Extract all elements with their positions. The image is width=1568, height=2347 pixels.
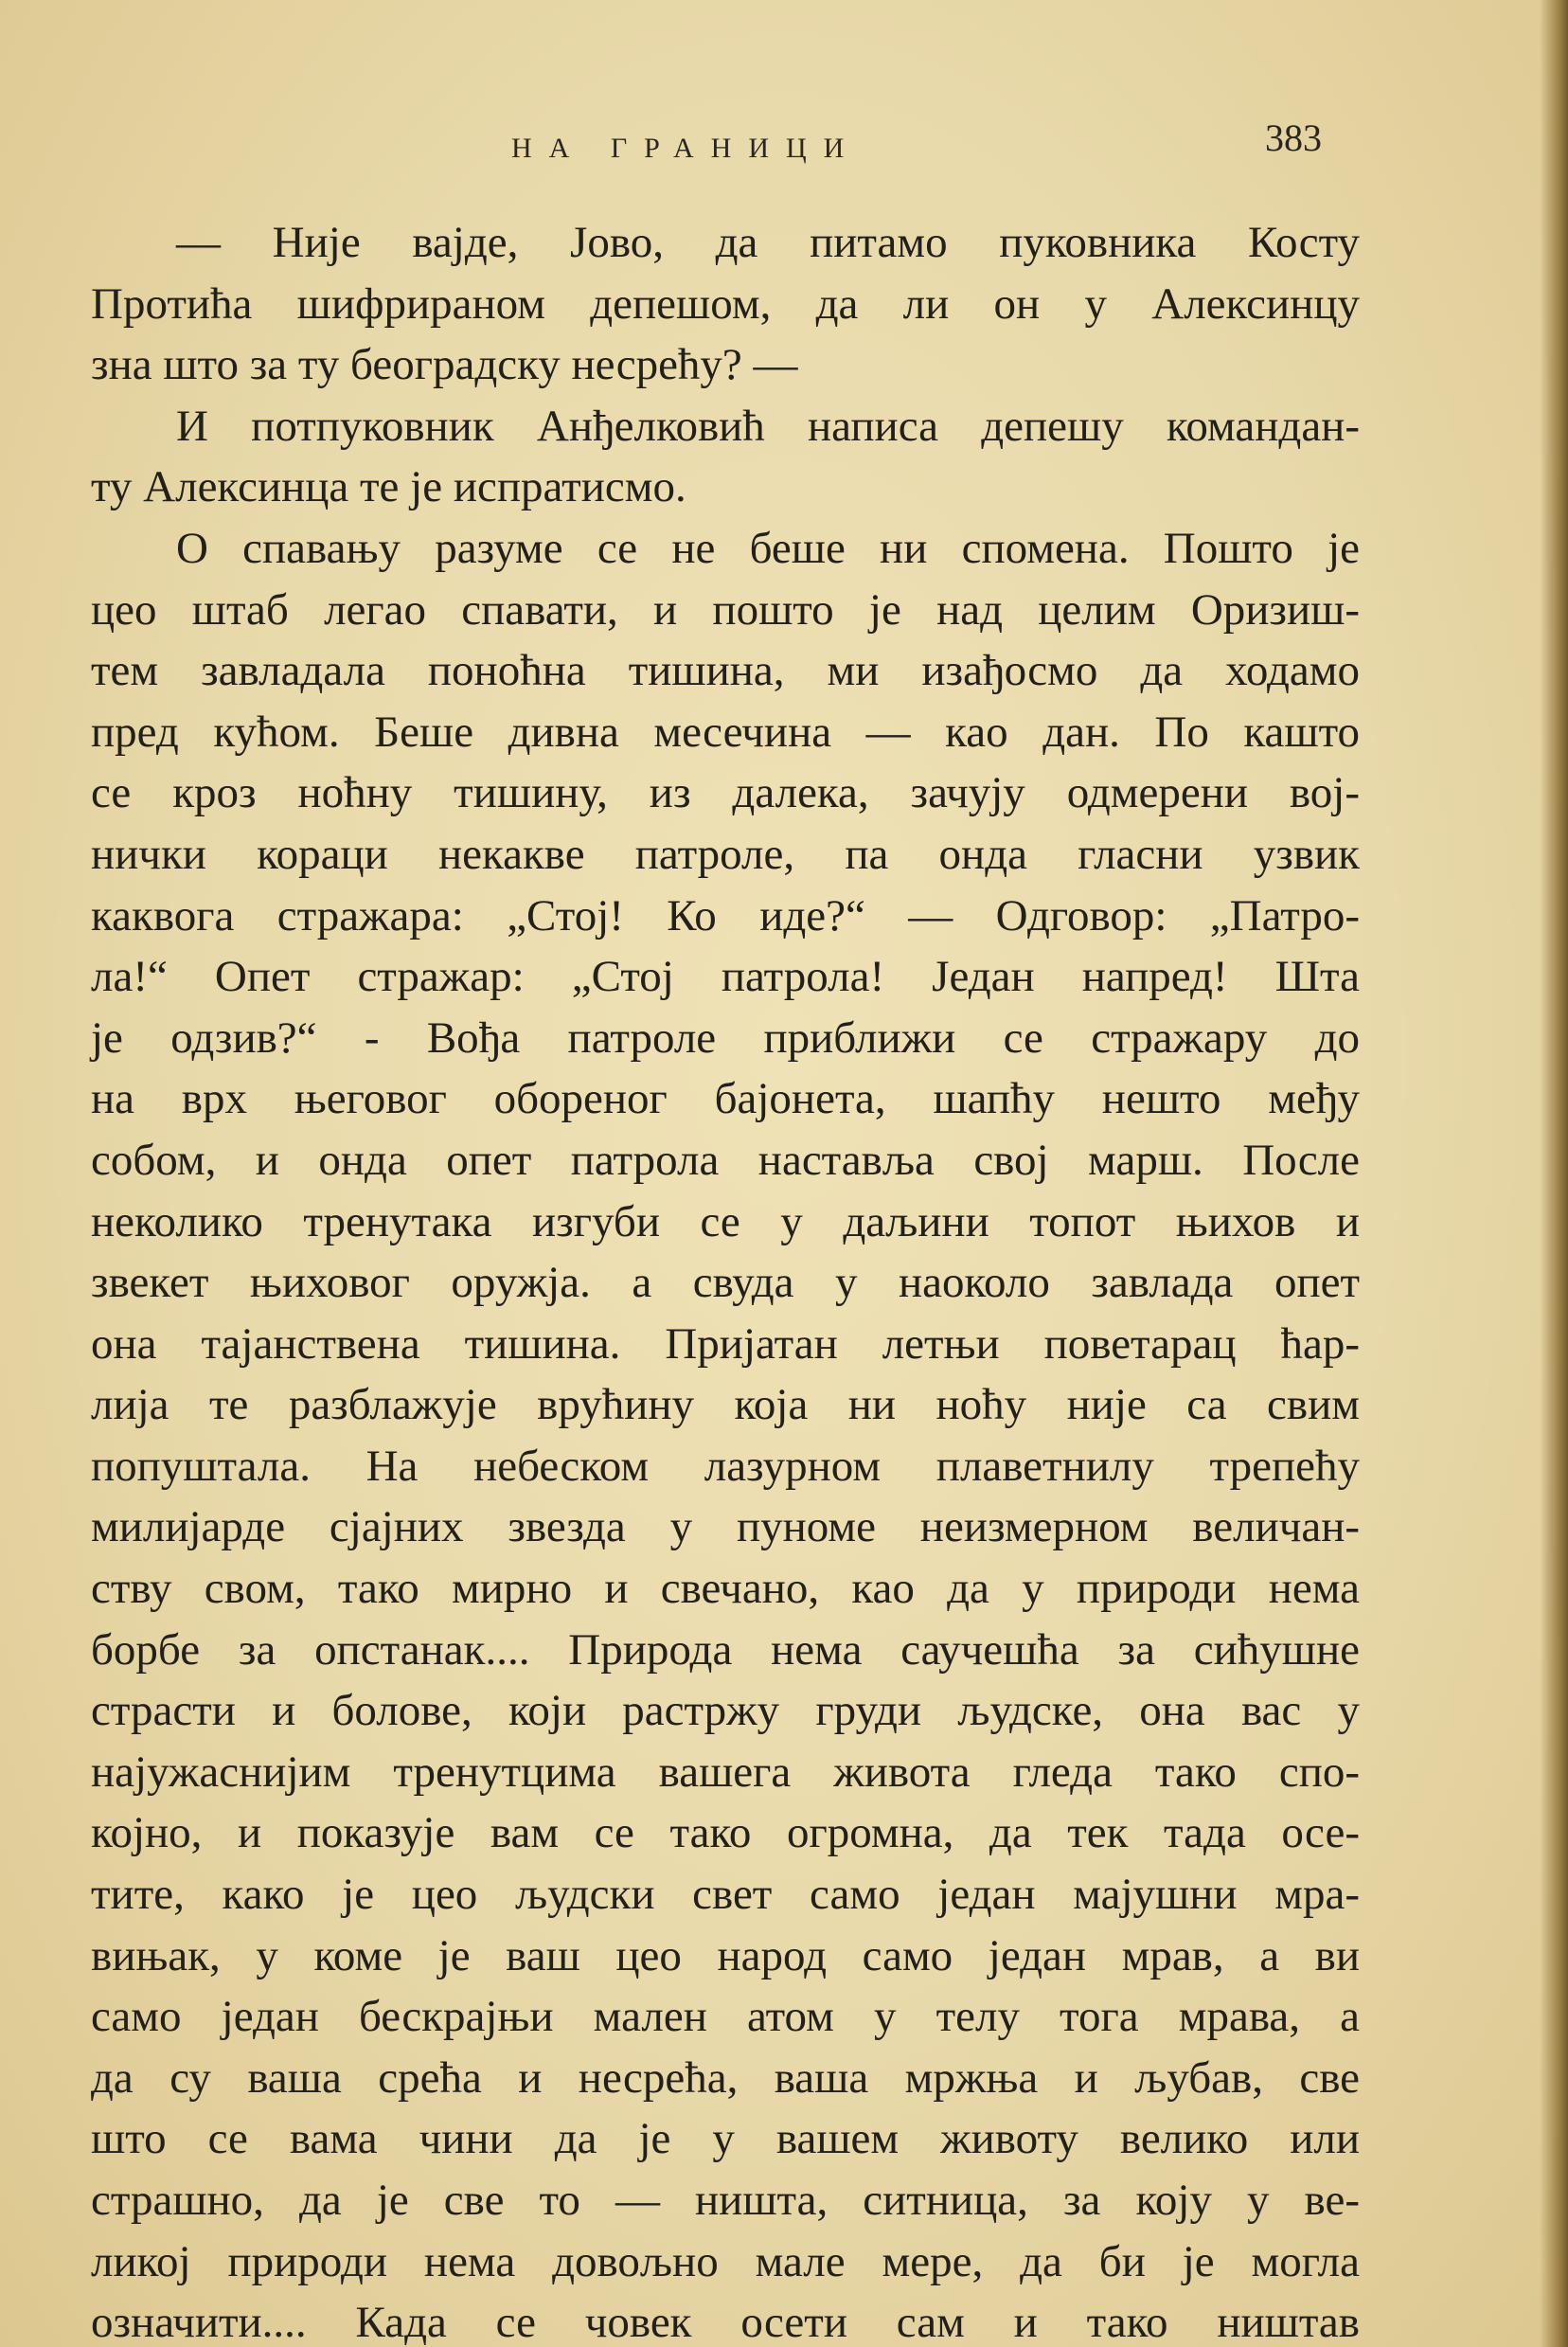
text-line: она тајанствена тишина. Пријатан летњи поветарац ћар-	[91, 1318, 1360, 1369]
running-head: НА ГРАНИЦИ	[511, 133, 862, 164]
text-line: каквога стражара: „Стој! Ко иде?“ — Одговор: „Патро-	[91, 890, 1360, 941]
page-number: 383	[1265, 116, 1322, 159]
text-line: борбе за опстанак.... Природа нема саучешћа за сићушне	[91, 1624, 1360, 1675]
text-line: да су ваша срећа и несрећа, ваша мржња и љубав, све	[91, 2052, 1360, 2103]
text-line: О спавању разуме се не беше ни спомена. Пошто је	[176, 523, 1360, 573]
text-line: што се вама чини да је у вашем животу велико или	[91, 2114, 1360, 2164]
text-line: је одзив?“ - Вођа патроле приближи се стражару до	[91, 1012, 1360, 1063]
text-line: зна што за ту београдску несрећу? —	[91, 340, 798, 390]
text-line: вињак, у коме је ваш цео народ само један мрав, а ви	[91, 1930, 1360, 1980]
text-line: страшно, да је све то — ништа, ситница, за коју у ве-	[91, 2176, 1360, 2225]
text-line: лија те разблажује врућину која ни ноћу није са свим	[91, 1380, 1360, 1430]
text-line: — Није вајде, Јово, да питамо пуковника Косту	[176, 218, 1360, 267]
text-line: се кроз ноћну тишину, из далека, зачују одмерени вој-	[91, 768, 1360, 818]
text-line: страсти и болове, који растржу груди људске, она вас у	[91, 1686, 1360, 1736]
text-line: неколико тренутака изгуби се у даљини топот њихов и	[91, 1196, 1360, 1246]
text-line: тите, како је цео људски свет само један мајушни мра-	[91, 1870, 1360, 1920]
text-line: само један бескрајњи мален атом у телу тога мрава, а	[91, 1992, 1360, 2042]
text-line: ству свом, тако мирно и свечано, као да у природи нема	[91, 1564, 1360, 1614]
text-line: звекет њиховог оружја. а свуда у наоколо завлада опет	[91, 1258, 1360, 1308]
text-line: нички кораци некакве патроле, па онда гласни узвик	[91, 829, 1360, 879]
text-line: тем завладала поноћна тишина, ми изађосмо да ходамо	[91, 646, 1360, 696]
text-line: ту Алексинца те је испратисмо.	[91, 462, 686, 512]
text-line: којно, и показује вам се тако огромна, да тек тада осе-	[91, 1808, 1360, 1858]
text-line: милијарде сјајних звезда у пуноме неизмерном величан-	[91, 1502, 1360, 1552]
text-line: најужаснијим тренутцима вашега живота гледа тако спо-	[91, 1747, 1360, 1797]
text-line: цео штаб легао спавати, и пошто је над целим Оризиш-	[91, 584, 1360, 635]
page-edge-shadow	[1540, 0, 1568, 2347]
text-line: означити.... Када се човек осети сам и тако ништав	[91, 2298, 1360, 2347]
text-line: ликој природи нема довољно мале мере, да би је могла	[91, 2236, 1360, 2286]
text-line: ла!“ Опет стражар: „Стој патрола! Један напред! Шта	[91, 952, 1360, 1002]
text-line: Протића шифрираном депешом, да ли он у Алексинцу	[91, 278, 1360, 329]
body-text	[91, 212, 1360, 2347]
text-line: попуштала. На небеском лазурном плаветнилу трепећу	[91, 1441, 1360, 1491]
text-line: на врх његовог обореног бајонета, шапћу нешто међу	[91, 1074, 1360, 1124]
text-line: собом, и онда опет патрола наставља свој марш. После	[91, 1135, 1360, 1185]
text-line: И потпуковник Анђелковић написа депешу командан-	[176, 401, 1360, 451]
text-line: пред кућом. Беше дивна месечина — као дан. По кашто	[91, 707, 1360, 757]
